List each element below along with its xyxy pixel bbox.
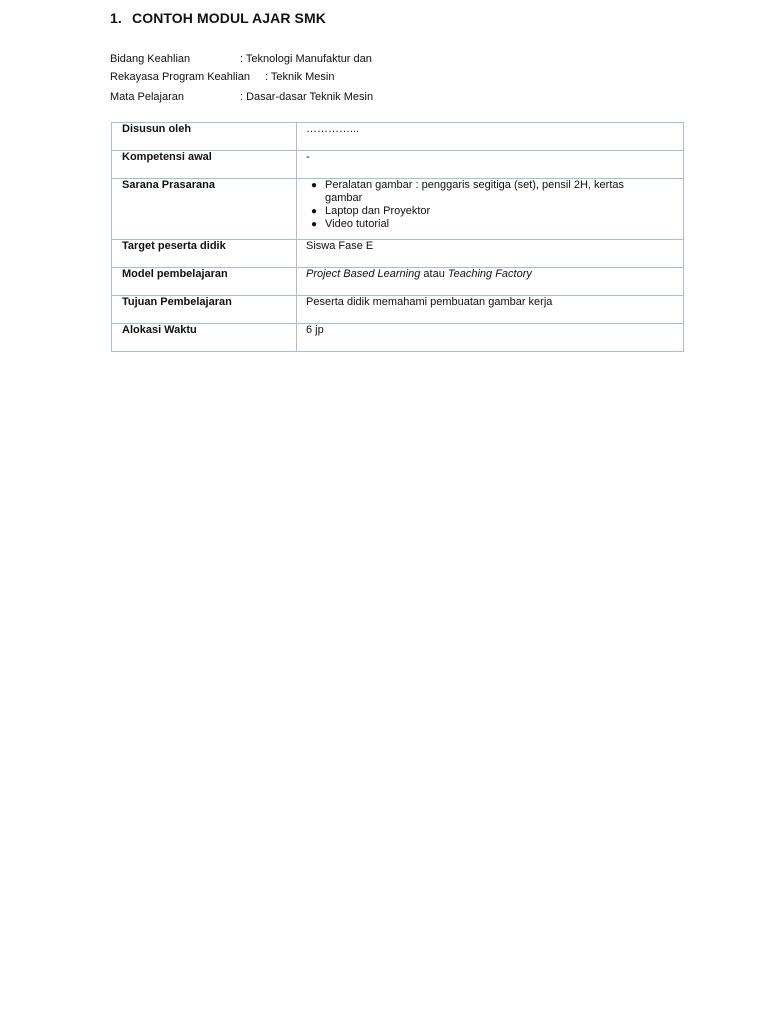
meta-mapel-value: : Dasar-dasar Teknik Mesin (240, 91, 374, 103)
row-label: Kompetensi awal (112, 151, 297, 179)
meta-program-label: Rekayasa Program Keahlian (110, 71, 251, 83)
row-label: Model pembelajaran (112, 268, 297, 296)
table-row (112, 179, 684, 240)
table-row (112, 151, 684, 179)
bullet-icon: ● (311, 180, 318, 191)
table-row (112, 268, 684, 296)
table-row (112, 123, 684, 151)
bullet-icon: ● (311, 219, 318, 230)
row-label: Tujuan Pembelajaran (112, 296, 297, 324)
meta-bidang-keahlian (110, 52, 372, 66)
meta-bidang-value: : Teknologi Manufaktur dan (240, 53, 372, 65)
table-row (112, 296, 684, 324)
heading-number: 1. (110, 10, 122, 26)
model-pjbl: Project Based Learning (306, 268, 421, 280)
list-item: ● Video tutorial (311, 218, 390, 230)
table-row (112, 240, 684, 268)
meta-program-value: : Teknik Mesin (265, 71, 335, 83)
section-heading (110, 10, 326, 26)
bullet-icon: ● (311, 206, 318, 217)
row-value: 6 jp (297, 324, 684, 352)
row-value: Peserta didik memahami pembuatan gambar kerja (297, 296, 684, 324)
module-info-table (111, 122, 684, 352)
model-connector: atau (420, 268, 448, 280)
list-item: ● Peralatan gambar : penggaris segitiga (set), pensil 2H, kertas gambar (311, 179, 624, 204)
heading-text: CONTOH MODUL AJAR SMK (132, 10, 326, 26)
list-item: ● Laptop dan Proyektor (311, 205, 431, 217)
row-value (297, 268, 684, 296)
row-label: Sarana Prasarana (112, 179, 297, 240)
meta-mata-pelajaran (110, 90, 374, 104)
row-value: Siswa Fase E (297, 240, 684, 268)
meta-mapel-label: Mata Pelajaran (110, 91, 184, 103)
row-value: …………... (297, 123, 684, 151)
sarana-list (306, 179, 683, 231)
row-value (297, 179, 684, 240)
meta-program-keahlian (110, 70, 335, 84)
row-label: Disusun oleh (112, 123, 297, 151)
table-row (112, 324, 684, 352)
meta-bidang-label: Bidang Keahlian (110, 53, 191, 65)
row-label: Alokasi Waktu (112, 324, 297, 352)
model-tefa: Teaching Factory (447, 268, 532, 280)
row-label: Target peserta didik (112, 240, 297, 268)
row-value: - (297, 151, 684, 179)
